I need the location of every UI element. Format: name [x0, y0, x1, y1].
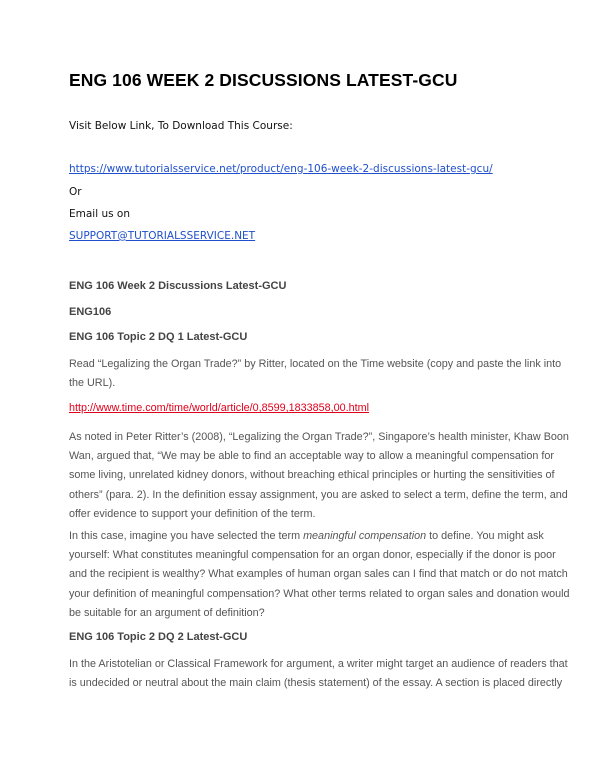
email-link[interactable]: SUPPORT@TUTORIALSSERVICE.NET — [69, 230, 256, 242]
heading-main: ENG 106 Week 2 Discussions Latest-GCU — [69, 280, 287, 292]
paragraph-line: Read “Legalizing the Organ Trade?” by Ritter, located on the Time website (copy and paste the link into — [69, 358, 562, 370]
paragraph-line: your definition of meaningful compensation? What other terms related to organ sales and donation would — [69, 587, 570, 600]
paragraph-line: yourself: What constitutes meaningful compensation for an organ donor, especially if the donor is poor — [69, 549, 556, 562]
email-text: Email us on — [69, 208, 131, 220]
paragraph-line: is undecided or neutral about the main claim (thesis statement) of the essay. A section is placed directly — [69, 677, 563, 690]
dq1-intro-paragraph — [69, 355, 562, 393]
time-article-link[interactable]: http://www.time.com/time/world/article/0,8599,1833858,00.html — [69, 402, 370, 414]
paragraph-line: offer evidence to support your definition of the term. — [69, 507, 316, 520]
heading-dq1: ENG 106 Topic 2 DQ 1 Latest-GCU — [69, 331, 248, 343]
dq1-paragraph-2 — [69, 428, 569, 524]
or-text: Or — [69, 186, 82, 198]
dq1-paragraph-3 — [69, 527, 570, 623]
course-link[interactable]: https://www.tutorialsservice.net/product/eng-106-week-2-discussions-latest-gcu/ — [69, 163, 493, 175]
page-title: ENG 106 WEEK 2 DISCUSSIONS LATEST-GCU — [69, 70, 458, 90]
paragraph-line: the URL). — [69, 377, 116, 390]
paragraph-line: and the recipient is wealthy? What examples of human organ sales can I find that match or do not match — [69, 568, 568, 581]
paragraph-line: Wan, argued that, “We may be able to find an acceptable way to allow a meaningful compensation for — [69, 450, 554, 463]
paragraph-line: In the Aristotelian or Classical Framework for argument, a writer might target an audience of readers that — [69, 658, 568, 670]
dq2-paragraph — [69, 655, 568, 693]
paragraph-text: to define. You might ask — [426, 530, 544, 542]
heading-dq2: ENG 106 Topic 2 DQ 2 Latest-GCU — [69, 631, 248, 643]
paragraph-line — [69, 527, 544, 546]
paragraph-line: others” (para. 2). In the definition essay assignment, you are asked to select a term, define the term, and — [69, 488, 568, 501]
paragraph-line: some living, unrelated kidney donors, without breaching ethical principles or hurting the sensitivities of — [69, 469, 555, 482]
paragraph-text: In this case, imagine you have selected the term — [69, 530, 304, 542]
emphasized-term: meaningful compensation — [303, 530, 427, 542]
paragraph-line: As noted in Peter Ritter’s (2008), “Legalizing the Organ Trade?”, Singapore’s health minister, Khaw Boon — [69, 431, 569, 443]
paragraph-line: be suitable for an argument of definition? — [69, 606, 265, 619]
heading-course: ENG106 — [69, 306, 112, 318]
visit-instruction: Visit Below Link, To Download This Course: — [69, 120, 293, 132]
